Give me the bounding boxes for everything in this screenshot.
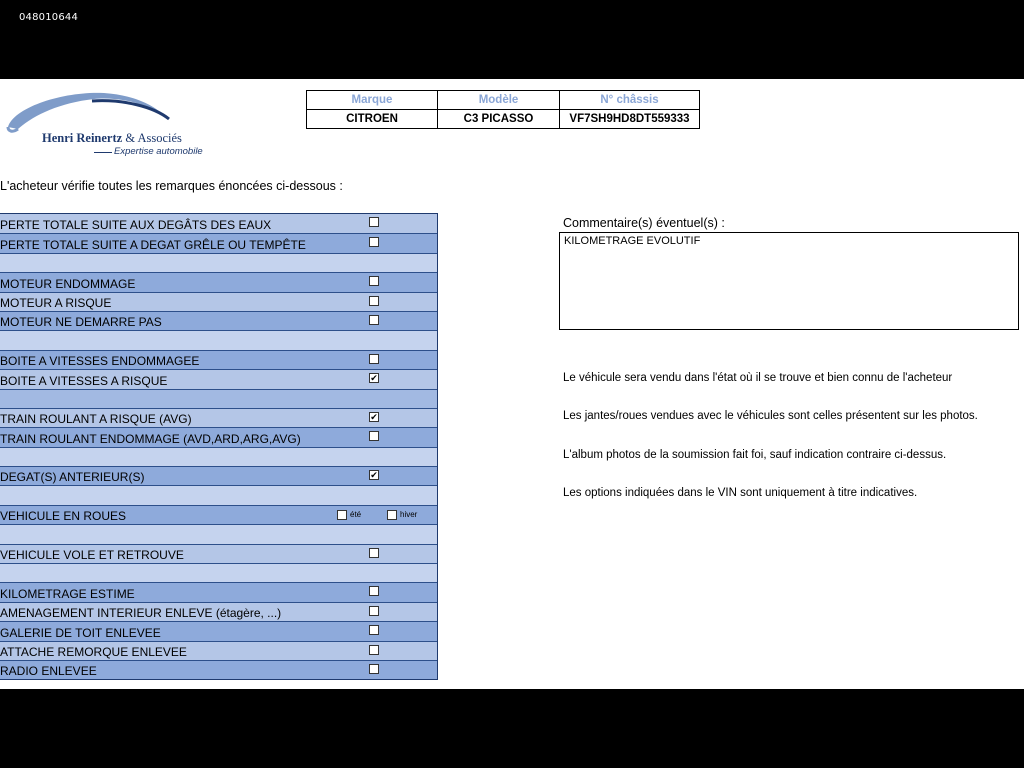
value-marque: CITROEN	[307, 110, 438, 129]
hiver-label: hiver	[400, 509, 418, 519]
logo-subtitle: Expertise automobile	[114, 146, 203, 157]
list-item: BOITE A VITESSES A RISQUE ✔	[0, 369, 437, 388]
document-id: 048010644	[19, 12, 79, 23]
logo-name: Henri Reinertz & Associés	[42, 131, 182, 145]
comments-field[interactable]: KILOMETRAGE EVOLUTIF	[559, 232, 1019, 330]
checkbox[interactable]	[369, 548, 379, 558]
note-4: Les options indiquées dans le VIN sont uniquement à titre indicatives.	[563, 487, 918, 499]
list-item: TRAIN ROULANT ENDOMMAGE (AVD,ARD,ARG,AVG)	[0, 427, 437, 446]
form-page	[0, 79, 1024, 689]
checkbox[interactable]	[369, 664, 379, 674]
checkbox[interactable]	[369, 586, 379, 596]
value-chassis: VF7SH9HD8DT559333	[560, 110, 700, 129]
spacer-row	[0, 253, 437, 272]
checklist	[0, 213, 438, 680]
spacer-row	[0, 485, 437, 504]
list-item: RADIO ENLEVEE	[0, 660, 437, 679]
list-item: DEGAT(S) ANTERIEUR(S) ✔	[0, 466, 437, 485]
spacer-row	[0, 330, 437, 349]
header-modele: Modèle	[438, 91, 560, 110]
checkbox[interactable]	[369, 645, 379, 655]
spacer-row	[0, 524, 437, 543]
list-item: PERTE TOTALE SUITE A DEGAT GRÊLE OU TEMPÊTE	[0, 233, 437, 252]
spacer-row	[0, 563, 437, 582]
list-item: VEHICULE VOLE ET RETROUVE	[0, 544, 437, 563]
checkbox[interactable]	[369, 625, 379, 635]
list-item: GALERIE DE TOIT ENLEVEE	[0, 621, 437, 640]
checkbox[interactable]	[369, 606, 379, 616]
note-2: Les jantes/roues vendues avec le véhicules sont celles présentent sur les photos.	[563, 410, 978, 422]
checkbox[interactable]: ✔	[370, 411, 378, 422]
header-chassis: N° châssis	[560, 91, 700, 110]
note-1: Le véhicule sera vendu dans l'état où il se trouve et bien connu de l'acheteur	[563, 372, 953, 384]
vehicle-info-table	[306, 90, 700, 129]
list-item: MOTEUR NE DEMARRE PAS	[0, 311, 437, 330]
checkbox-ete[interactable]	[337, 510, 347, 520]
list-item: ATTACHE REMORQUE ENLEVEE	[0, 641, 437, 660]
intro-text: L'acheteur vérifie toutes les remarques énoncées ci-dessous :	[0, 179, 343, 193]
checkbox[interactable]	[369, 217, 379, 227]
comments-label: Commentaire(s) éventuel(s) :	[563, 216, 725, 230]
checkbox[interactable]	[369, 315, 379, 325]
spacer-row	[0, 447, 437, 466]
list-item: KILOMETRAGE ESTIME	[0, 582, 437, 601]
checkbox[interactable]	[369, 276, 379, 286]
header-marque: Marque	[307, 91, 438, 110]
list-item: MOTEUR ENDOMMAGE	[0, 272, 437, 291]
checkbox[interactable]: ✔	[370, 373, 378, 384]
list-item: AMENAGEMENT INTERIEUR ENLEVE (étagère, ...)	[0, 602, 437, 621]
checkbox[interactable]: ✔	[370, 470, 378, 481]
list-item: BOITE A VITESSES ENDOMMAGEE	[0, 350, 437, 369]
checkbox[interactable]	[369, 237, 379, 247]
list-item: PERTE TOTALE SUITE AUX DEGÂTS DES EAUX	[0, 214, 437, 233]
list-item: VEHICULE EN ROUES été hiver	[0, 505, 437, 524]
list-item: TRAIN ROULANT A RISQUE (AVG) ✔	[0, 408, 437, 427]
note-3: L'album photos de la soumission fait foi, sauf indication contraire ci-dessus.	[563, 449, 947, 461]
checkbox[interactable]	[369, 354, 379, 364]
spacer-row	[0, 389, 437, 408]
checkbox[interactable]	[369, 431, 379, 441]
value-modele: C3 PICASSO	[438, 110, 560, 129]
ete-label: été	[350, 509, 362, 519]
checkbox-hiver[interactable]	[387, 510, 397, 520]
checkbox[interactable]	[369, 296, 379, 306]
list-item: MOTEUR A RISQUE	[0, 292, 437, 311]
company-logo	[4, 89, 214, 157]
